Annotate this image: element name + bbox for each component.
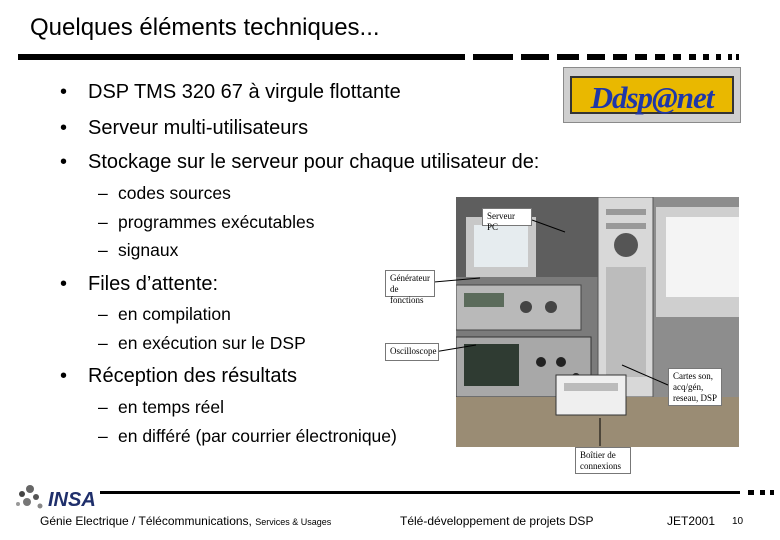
callout-cartes: Cartes son, acq/gén, reseau, DSP (668, 368, 722, 406)
bullet-dot: • (60, 81, 68, 103)
insa-logo-text: INSA (48, 489, 96, 511)
footer-department: Génie Electrique / Télécommunications, Services & Usages (40, 514, 332, 528)
footer-course: Télé-développement de projets DSP (400, 514, 594, 528)
bullet-dot: • (60, 365, 68, 387)
logo-text: Ddsp@net (590, 80, 714, 115)
bullet-dot: • (60, 273, 68, 295)
insa-logo (10, 480, 105, 516)
footer-event: JET2001 (667, 514, 716, 528)
callout-boitier: Boîtier de connexions (575, 447, 631, 474)
callout-oscilloscope: Oscilloscope (385, 343, 439, 361)
slide-title: Quelques éléments techniques... (30, 14, 380, 41)
footer-divider (100, 487, 780, 499)
callout-generateur: Générateur de fonctions (385, 270, 435, 297)
page-number: 10 (732, 516, 744, 527)
callout-serveur-pc: Serveur PC (482, 208, 532, 226)
bullet-dot: • (60, 117, 68, 139)
bullet-dot: • (60, 151, 68, 173)
